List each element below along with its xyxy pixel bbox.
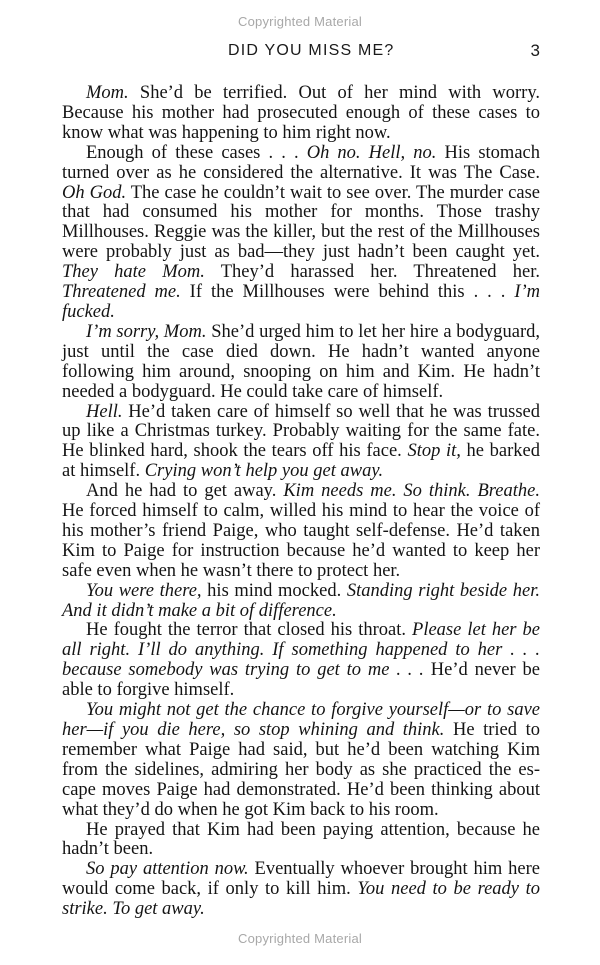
italic-text-run: You were there, bbox=[86, 580, 202, 601]
text-run: She’d urged him to let her hire a bodyguard, just until the case died down. He hadn’t wanted anyone following him around, snooping on him and Kim. He hadn’t needed a bodyguard. He could take care of himself. bbox=[62, 321, 541, 402]
copyright-watermark-bottom: Copyrighted Material bbox=[238, 931, 362, 946]
paragraph-6 bbox=[62, 582, 540, 622]
italic-text-run: Crying won’t help you get away. bbox=[144, 461, 384, 482]
text-run: They’d harassed her. Threatened her. bbox=[204, 262, 540, 283]
paragraph-9 bbox=[62, 821, 540, 861]
paragraph-1 bbox=[62, 84, 540, 144]
text-run: his mind mocked. bbox=[201, 580, 347, 601]
page-number: 3 bbox=[530, 41, 540, 60]
text-run: He’d never be able to forgive himself. bbox=[62, 660, 540, 701]
italic-text-run: They hate Mom. bbox=[62, 262, 205, 283]
text-run: He tried to remember what Paige had said, but he’d been watching Kim from the sidelines, admiring her body as she practiced the escape moves Paige had demonstrated. He’d been thinking about what they’d do when he got Kim back to his room. bbox=[62, 720, 540, 820]
italic-text-run: Hell. bbox=[86, 401, 123, 422]
italic-text-run: Oh God. bbox=[62, 182, 127, 203]
text-run: She’d be terrified. Out of her mind with worry. Because his mother had prosecuted enough of these cases to know what was happening to him right now. bbox=[62, 83, 540, 143]
text-run: He fought the terror that closed his throat. bbox=[86, 620, 413, 641]
italic-text-run: You need to be ready to strike. To get away. bbox=[62, 879, 540, 920]
paragraph-3 bbox=[62, 323, 540, 403]
text-run: The case he couldn’t wait to see over. The murder case that had consumed his mother for months. Those trashy Millhouses. Reggie was the killer, but the rest of the Millhouses were probably just as bad—they just hadn’t been caught yet. bbox=[62, 182, 540, 263]
paragraph-4 bbox=[62, 403, 540, 483]
body-text bbox=[62, 84, 540, 920]
text-run: And he had to get away. bbox=[86, 481, 284, 502]
paragraph-8 bbox=[62, 701, 540, 820]
paragraph-7 bbox=[62, 621, 540, 701]
text-run: Eventually whoever brought him here would come back, if only to kill him. bbox=[62, 859, 540, 900]
text-run: he barked at himself. bbox=[62, 441, 540, 482]
italic-text-run: Threatened me. bbox=[62, 282, 181, 303]
text-run: He’d taken care of himself so well that he was trussed up like a Christmas turkey. Probably waiting for the same fate. He blinked hard, shook the tears off his face. bbox=[62, 401, 540, 462]
text-run: He prayed that Kim had been paying attention, because he hadn’t been. bbox=[62, 819, 540, 860]
text-run: If the Millhouses were behind this . . . bbox=[180, 282, 515, 303]
italic-text-run: I’m fucked. bbox=[62, 282, 540, 322]
italic-text-run: I’m sorry, Mom. bbox=[86, 321, 207, 342]
italic-text-run: Kim needs me. So think. Breathe. bbox=[283, 481, 540, 502]
italic-text-run: You might not get the chance to forgive yourself—or to save her—if you die here, so stop whining and think. bbox=[62, 700, 540, 740]
paragraph-2 bbox=[62, 144, 540, 323]
paragraph-5 bbox=[62, 482, 540, 582]
italic-text-run: Standing right beside her. And it didn’t make a bit of difference. bbox=[62, 580, 540, 621]
text-run: His stomach turned over as he considered the alternative. It was The Case. bbox=[62, 142, 540, 183]
paragraph-10 bbox=[62, 860, 540, 920]
text-run: Enough of these cases . . . bbox=[86, 142, 307, 163]
italic-text-run: Stop it, bbox=[407, 441, 461, 462]
copyright-watermark-top: Copyrighted Material bbox=[238, 14, 362, 29]
text-run: He forced himself to calm, willed his mind to hear the voice of his mother’s friend Paige, who taught self-defense. He’d taken Kim to Paige for instruction because he’d wanted to keep her safe even when he wasn’t there to protect her. bbox=[62, 501, 540, 581]
italic-text-run: Mom. bbox=[86, 83, 129, 103]
italic-text-run: Please let her be all right. I’ll do anything. If something happened to her . . . because somebody was trying to get to me . . . bbox=[62, 620, 540, 681]
running-head-title: DID YOU MISS ME? bbox=[228, 42, 395, 59]
italic-text-run: So pay attention now. bbox=[86, 859, 249, 880]
italic-text-run: Oh no. Hell, no. bbox=[306, 142, 437, 163]
